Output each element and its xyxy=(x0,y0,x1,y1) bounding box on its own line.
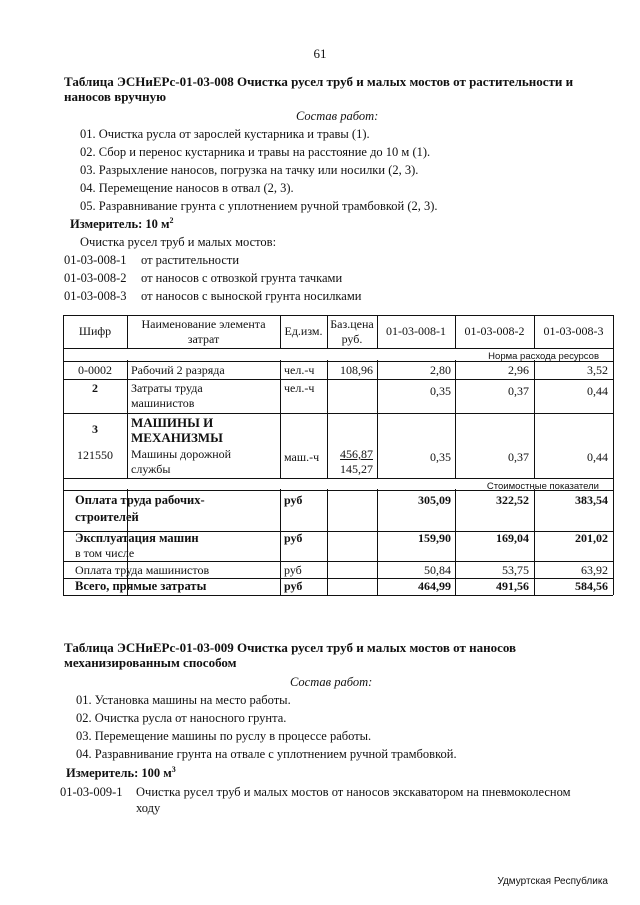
table2-title-line1: Таблица ЭСНиЕРс-01-03-009 Очистка русел труб и малых мостов от наносов xyxy=(64,640,517,655)
cost2-v2: 169,04 xyxy=(496,531,529,545)
table2-title-line2: механизированным способом xyxy=(64,655,237,670)
table1-meter-sup: 2 xyxy=(169,215,174,225)
table2-meter-sup: 3 xyxy=(171,764,176,774)
cost3-unit: руб xyxy=(284,563,302,577)
cost4-unit: руб xyxy=(284,579,303,593)
row1-code: 0-0002 xyxy=(78,363,112,377)
cost3-v1: 50,84 xyxy=(424,563,451,577)
header-col3: 01-03-008-3 xyxy=(543,324,604,338)
resource-table xyxy=(63,315,613,595)
header-name-line1: Наименование элемента xyxy=(141,317,266,331)
row4-unit: маш.-ч xyxy=(284,450,320,464)
header-unit: Ед.изм. xyxy=(284,324,323,338)
row2-unit: чел.-ч xyxy=(284,381,315,395)
row1-name: Рабочий 2 разряда xyxy=(131,363,225,377)
row1-v1: 2,80 xyxy=(430,363,451,377)
cost4-v2: 491,56 xyxy=(496,579,529,593)
table2-work-item: 01. Установка машины на место работы. xyxy=(76,693,291,707)
cost1-v2: 322,52 xyxy=(496,493,529,507)
cost2-name-line2: в том числе xyxy=(75,546,135,560)
table1-works-heading: Состав работ: xyxy=(296,109,379,123)
table1-work-item: 05. Разравнивание грунта с уплотнением ручной трамбовкой (2, 3). xyxy=(80,199,438,213)
cost1-unit: руб xyxy=(284,493,303,507)
header-code: Шифр xyxy=(78,324,112,338)
row4-name-line1: Машины дорожной xyxy=(131,447,232,461)
row2-v2: 0,37 xyxy=(508,384,529,398)
cost3-name: Оплата труда машинистов xyxy=(75,563,210,577)
table1-work-item: 04. Перемещение наносов в отвал (2, 3). xyxy=(80,181,294,195)
table2-code-text-line1: Очистка русел труб и малых мостов от наносов экскаватором на пневмоколесном xyxy=(136,785,571,799)
header-price-line2: руб. xyxy=(341,332,363,346)
row3-name-line1: МАШИНЫ И xyxy=(131,415,214,430)
row4-code: 121550 xyxy=(77,448,113,462)
row3-name-line2: МЕХАНИЗМЫ xyxy=(131,430,223,445)
cost4-v3: 584,56 xyxy=(575,579,608,593)
table1-code: 01-03-008-3 xyxy=(64,289,127,303)
cost2-v1: 159,90 xyxy=(418,531,451,545)
table1-code: 01-03-008-2 xyxy=(64,271,127,285)
table2-works-heading: Состав работ: xyxy=(290,675,373,689)
cost1-v1: 305,09 xyxy=(418,493,451,507)
row2-v3: 0,44 xyxy=(587,384,608,398)
table2-work-item: 04. Разравнивание грунта на отвале с уплотнением ручной трамбовкой. xyxy=(76,747,457,761)
table1-work-item: 01. Очистка русла от зарослей кустарника и травы (1). xyxy=(80,127,370,141)
cost1-name-line2: строителей xyxy=(75,510,139,524)
table1-subject: Очистка русел труб и малых мостов: xyxy=(80,235,277,249)
table1-title-line1: Таблица ЭСНиЕРс-01-03-008 Очистка русел труб и малых мостов от растительности и xyxy=(64,74,574,89)
norm-label: Норма расхода ресурсов xyxy=(488,351,599,362)
footer-region: Удмуртская Республика xyxy=(497,876,608,887)
row1-price: 108,96 xyxy=(340,363,373,377)
table1-work-item: 02. Сбор и перенос кустарника и травы на расстояние до 10 м (1). xyxy=(80,145,431,159)
cost1-v3: 383,54 xyxy=(575,493,608,507)
row1-v2: 2,96 xyxy=(508,363,529,377)
row2-name-line1: Затраты труда xyxy=(131,381,203,395)
cost1-name-line1: Оплата труда рабочих- xyxy=(75,493,205,507)
cost-label: Стоимостные показатели xyxy=(486,481,599,492)
header-col1: 01-03-008-1 xyxy=(386,324,446,338)
table1-meter xyxy=(70,216,174,232)
row2-v1: 0,35 xyxy=(430,384,451,398)
table1-code-text: от наносов с выноской грунта носилками xyxy=(141,289,362,303)
table1-title-line2: наносов вручную xyxy=(64,89,167,104)
cost2-v3: 201,02 xyxy=(575,531,608,545)
table1-code-text: от наносов с отвозкой грунта тачками xyxy=(141,271,343,285)
row4-price-1: 456,87 xyxy=(340,447,373,461)
table2-meter xyxy=(66,765,176,781)
row1-v3: 3,52 xyxy=(587,363,608,377)
table2-work-item: 02. Очистка русла от наносного грунта. xyxy=(76,711,287,725)
cost3-v3: 63,92 xyxy=(581,563,608,577)
cost3-v2: 53,75 xyxy=(502,563,529,577)
row3-code: 3 xyxy=(92,422,98,436)
row2-code: 2 xyxy=(92,381,98,395)
table1-work-item: 03. Разрыхление наносов, погрузка на тачку или носилки (2, 3). xyxy=(80,163,419,177)
table1-meter-label: Измеритель: 10 м xyxy=(70,217,170,231)
table2-code: 01-03-009-1 xyxy=(60,785,123,799)
row4-price-2: 145,27 xyxy=(340,462,373,476)
table1-code-text: от растительности xyxy=(141,253,240,267)
row2-name-line2: машинистов xyxy=(131,396,195,410)
row4-name-line2: службы xyxy=(131,462,171,476)
table2-work-item: 03. Перемещение машины по руслу в процессе работы. xyxy=(76,729,372,743)
cost4-v1: 464,99 xyxy=(418,579,451,593)
cost4-name: Всего, прямые затраты xyxy=(75,579,207,593)
header-name-line2: затрат xyxy=(187,332,220,346)
row4-v1: 0,35 xyxy=(430,450,451,464)
row4-v3: 0,44 xyxy=(587,450,608,464)
page-number: 61 xyxy=(313,46,327,61)
header-price-line1: Баз.цена xyxy=(330,317,374,331)
row1-unit: чел.-ч xyxy=(284,363,315,377)
header-col2: 01-03-008-2 xyxy=(464,324,525,338)
cost2-name-line1: Эксплуатация машин xyxy=(75,531,199,545)
table2-code-text-line2: ходу xyxy=(136,801,161,815)
table2-meter-label: Измеритель: 100 м xyxy=(66,766,172,780)
row4-v2: 0,37 xyxy=(508,450,529,464)
cost2-unit: руб xyxy=(284,531,303,545)
table1-code: 01-03-008-1 xyxy=(64,253,127,267)
